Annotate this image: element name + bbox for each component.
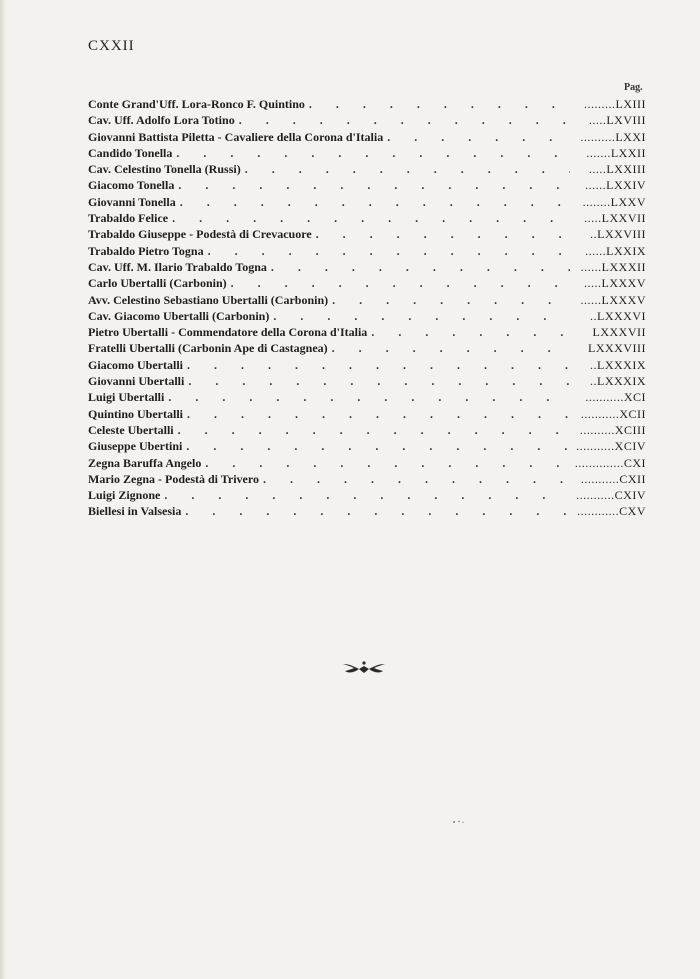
index-list [88, 96, 646, 520]
dot-leader [316, 226, 570, 242]
index-entry [88, 194, 646, 210]
dot-leader [332, 292, 570, 308]
index-entry-page: ...........XCI [585, 390, 646, 405]
index-entry-page: ......LXXIV [585, 178, 646, 193]
index-entry [88, 340, 646, 356]
page-column-header: Pag. [624, 82, 643, 93]
dot-leader [245, 161, 570, 177]
index-entry-page: ........LXXV [582, 194, 646, 209]
index-entry-name: Quintino Ubertalli [88, 406, 184, 421]
dot-leader [180, 194, 570, 210]
index-entry-name: Fratelli Ubertalli (Carbonin Ape di Castagnea) [88, 341, 328, 356]
dot-leader [188, 373, 570, 389]
index-entry-name: Cav. Celestino Tonella (Russi) [88, 162, 241, 177]
index-entry-page: ...........XCIV [576, 439, 646, 454]
index-entry [88, 259, 646, 275]
dot-leader [263, 471, 570, 487]
dot-leader [178, 177, 570, 193]
index-entry-name: Giacomo Tonella [88, 178, 175, 193]
index-entry-name: Luigi Zignone [88, 488, 161, 503]
index-entry [88, 292, 646, 308]
index-entry-page: ......LXXXV [580, 292, 646, 307]
index-entry-page: .....LXXXV [584, 276, 646, 291]
index-entry-page: .....LXXVII [584, 211, 646, 226]
page-number: CXXII [88, 38, 135, 54]
dot-leader [178, 422, 570, 438]
index-entry-name: Trabaldo Giuseppe - Podestà di Crevacuore [88, 227, 312, 242]
index-entry-name: Zegna Baruffa Angelo [88, 455, 202, 470]
index-entry-name: Luigi Ubertalli [88, 390, 165, 405]
index-entry [88, 455, 646, 471]
page-edge-shadow [0, 0, 6, 979]
index-entry-page: ..LXXXIX [590, 374, 646, 389]
dot-leader [172, 210, 570, 226]
index-entry-page: ..........XCIII [579, 422, 646, 437]
paper-speck [452, 820, 466, 824]
dot-leader [186, 438, 570, 454]
dot-leader [239, 112, 570, 128]
index-entry-page: ..LXXXVI [590, 308, 646, 323]
index-entry-name: Trabaldo Pietro Togna [88, 243, 204, 258]
dot-leader [176, 145, 570, 161]
index-entry-name: Giovanni Battista Piletta - Cavaliere della Corona d'Italia [88, 129, 384, 144]
index-entry-name: Avv. Celestino Sebastiano Ubertalli (Carbonin) [88, 292, 329, 307]
index-entry [88, 324, 646, 340]
index-entry-page: ..........LXXI [580, 129, 646, 144]
index-entry-name: Biellesi in Valsesia [88, 504, 182, 519]
index-entry-page: .....LXXIII [588, 162, 646, 177]
dot-leader [164, 487, 570, 503]
index-entry [88, 129, 646, 145]
index-entry-page: ...........CXIV [576, 488, 646, 503]
index-entry-page: ..LXXVIII [590, 227, 646, 242]
index-entry [88, 471, 646, 487]
index-entry [88, 308, 646, 324]
index-entry-name: Giacomo Ubertalli [88, 357, 183, 372]
index-entry [88, 438, 646, 454]
index-entry [88, 161, 646, 177]
index-entry-name: Carlo Ubertalli (Carbonin) [88, 276, 227, 291]
dot-leader [187, 357, 570, 373]
index-entry [88, 112, 646, 128]
fleuron-ornament-icon [341, 660, 387, 676]
index-entry-page: ..............CXI [574, 455, 646, 470]
dot-leader [273, 308, 570, 324]
index-entry-page: .......LXXII [586, 145, 646, 160]
index-entry-page: .....LXVIII [588, 113, 646, 128]
index-entry-name: Cav. Uff. M. Ilario Trabaldo Togna [88, 259, 267, 274]
index-entry [88, 210, 646, 226]
index-entry-name: Conte Grand'Uff. Lora-Ronco F. Quintino [88, 97, 305, 111]
index-entry-page: ...........CXII [580, 471, 646, 486]
dot-leader [205, 455, 570, 471]
index-entry [88, 177, 646, 193]
index-entry [88, 373, 646, 389]
dot-leader [271, 259, 570, 275]
index-entry-page: ...........XCII [580, 406, 646, 421]
dot-leader [168, 389, 570, 405]
index-entry-name: Celeste Ubertalli [88, 422, 174, 437]
index-entry-name: Candido Tonella [88, 145, 173, 160]
index-entry-name: Pietro Ubertalli - Commendatore della Corona d'Italia [88, 325, 368, 340]
index-entry [88, 243, 646, 259]
index-entry [88, 389, 646, 405]
index-entry-name: Giovanni Ubertalli [88, 374, 185, 389]
index-entry [88, 487, 646, 503]
index-entry [88, 145, 646, 161]
dot-leader [185, 503, 570, 519]
dot-leader [309, 96, 570, 112]
dot-leader [332, 340, 570, 356]
index-entry-page: ..LXXXIX [590, 357, 646, 372]
index-entry [88, 275, 646, 291]
index-entry-page: ............CXV [577, 504, 646, 519]
index-entry [88, 226, 646, 242]
index-entry-name: Giuseppe Ubertini [88, 439, 183, 454]
index-entry-name: Giovanni Tonella [88, 194, 176, 209]
index-entry [88, 422, 646, 438]
index-entry-page: ......LXXIX [585, 243, 646, 258]
index-entry [88, 96, 646, 112]
index-entry [88, 503, 646, 519]
index-entry-name: Cav. Uff. Adolfo Lora Totino [88, 113, 235, 128]
index-entry-page: .........LXIII [584, 97, 646, 111]
index-entry-name: Mario Zegna - Podestà di Trivero [88, 471, 259, 486]
index-entry-name: Trabaldo Felice [88, 211, 169, 226]
dot-leader [231, 275, 570, 291]
index-entry-page: LXXXVIII [588, 341, 646, 356]
dot-leader [387, 129, 570, 145]
index-entry-name: Cav. Giacomo Ubertalli (Carbonin) [88, 308, 270, 323]
index-entry [88, 357, 646, 373]
dot-leader [208, 243, 570, 259]
dot-leader [187, 406, 570, 422]
index-entry-page: ......LXXXII [580, 259, 646, 274]
index-entry [88, 406, 646, 422]
index-entry-page: LXXXVII [592, 325, 646, 340]
dot-leader [371, 324, 570, 340]
